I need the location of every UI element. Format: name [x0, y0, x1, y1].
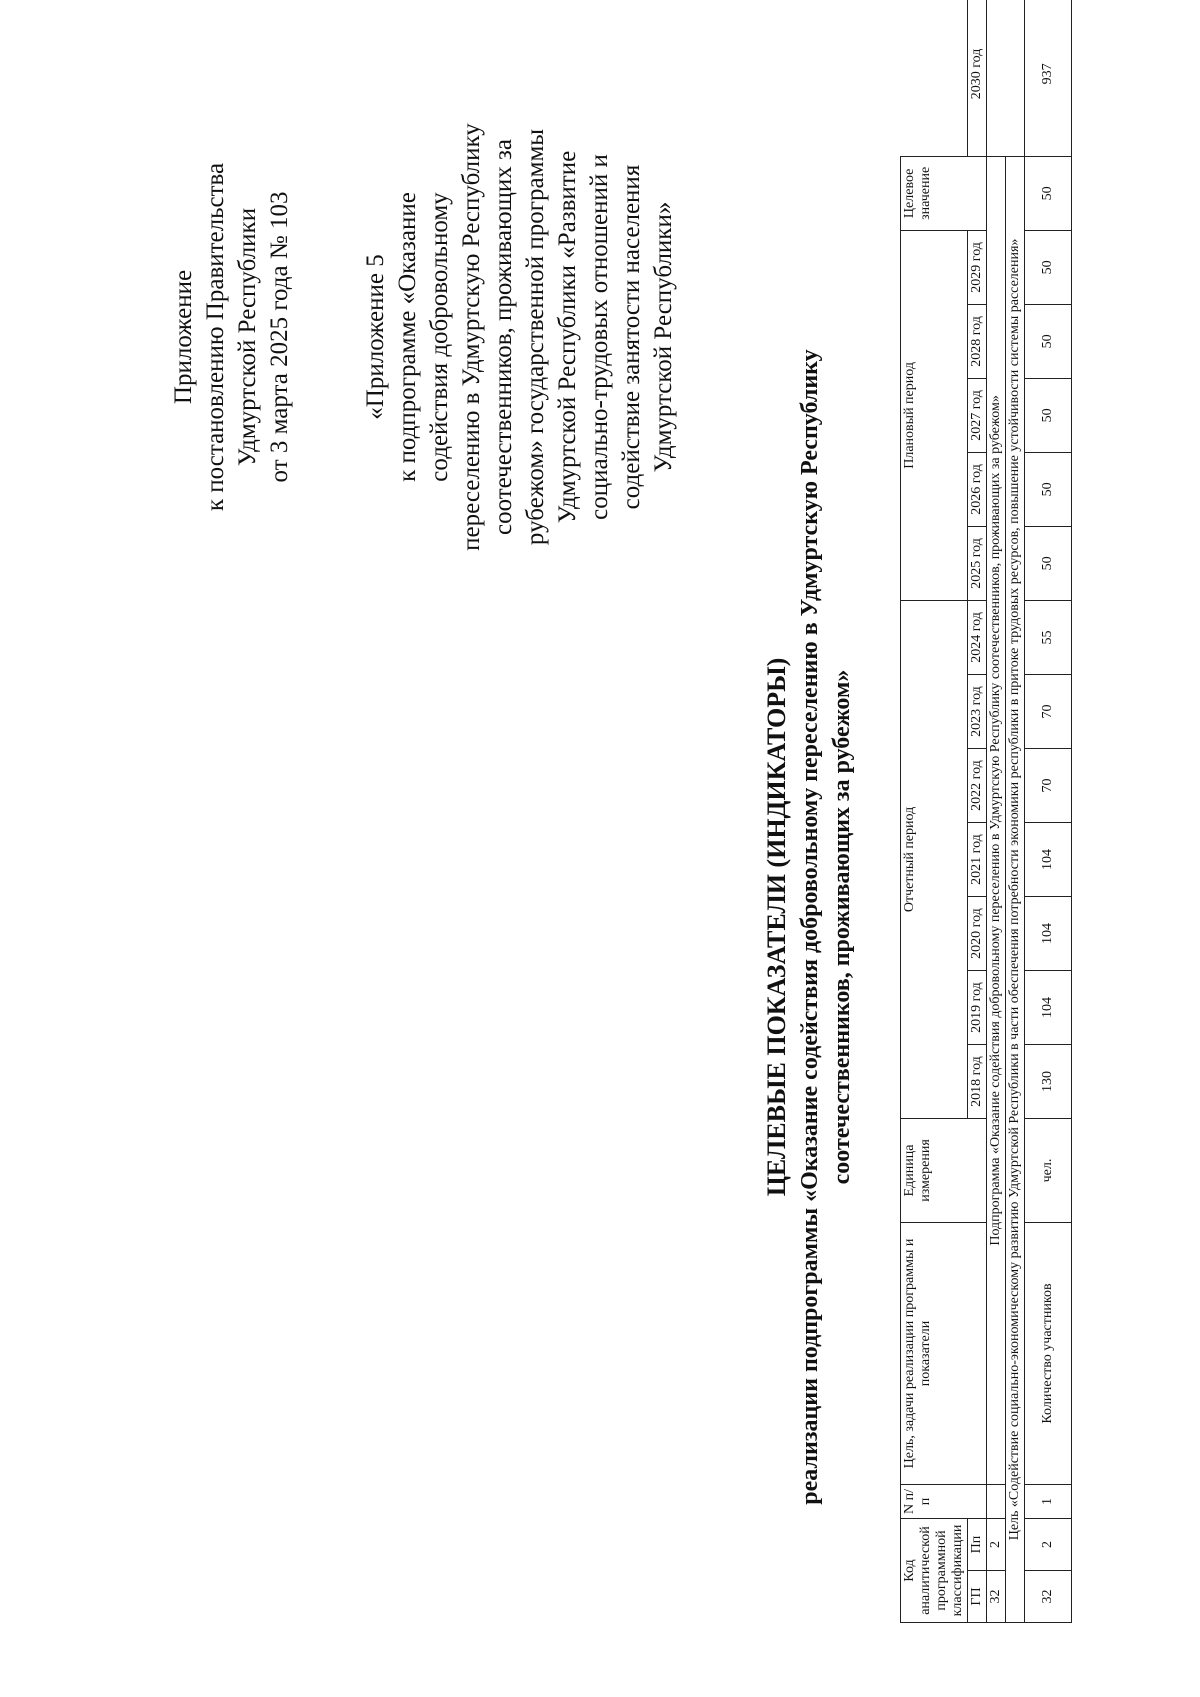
appendix-line: рубежом» государственной программы [522, 128, 549, 546]
gp-header: ГП [968, 1571, 987, 1623]
year-header: 2022 год [968, 749, 987, 823]
year-header: 2025 год [968, 526, 987, 600]
row-gp: 32 [1025, 1571, 1072, 1623]
row-value: 104 [1025, 971, 1072, 1045]
approval-line: от 3 марта 2025 года № 103 [266, 191, 293, 483]
row-value: 50 [1025, 452, 1072, 526]
reported-period-header: Отчетный период [901, 600, 968, 1118]
year-header: 2024 год [968, 600, 987, 674]
goal-row [1006, 0, 1025, 1623]
year-header: 2026 год [968, 452, 987, 526]
row-value: 70 [1025, 749, 1072, 823]
year-header: 2021 год [968, 823, 987, 897]
subprogram-pp: 2 [987, 1519, 1006, 1571]
row-value: 104 [1025, 897, 1072, 971]
header-row [901, 0, 968, 1623]
approval-line: к постановлению Правительства [202, 162, 229, 512]
subprogram-empty-cell [987, 1485, 1006, 1519]
year-header: 2018 год [968, 1045, 987, 1119]
row-number: 1 [1025, 1485, 1072, 1519]
appendix-line: социально-трудовых отношений и [586, 154, 613, 520]
appendix-line: к подпрограмме «Оказание [394, 192, 421, 482]
appendix-line: соотечественников, проживающих за [490, 138, 517, 536]
appendix-block [360, 87, 680, 587]
goal-text: Цель «Содействие социально-экономическому развитию Удмуртской Республики в части обеспечения потребности экономики республики в притоке трудовых ресурсов, повышение устойчивости системы расселения» [1006, 156, 1025, 1622]
subprogram-row [987, 0, 1006, 1623]
target-header: Целевое значение [901, 156, 987, 230]
year-header: 2028 год [968, 304, 987, 378]
appendix-line: содействия добровольному [426, 192, 453, 482]
row-value: 70 [1025, 675, 1072, 749]
approval-line: Приложение [170, 269, 197, 405]
pp-header: Пп [968, 1519, 987, 1571]
row-value: 104 [1025, 823, 1072, 897]
title-subtitle-line: реализации подпрограммы «Оказание содействия добровольному переселению в Удмуртскую Республику [797, 349, 823, 1505]
planned-period-header: Плановый период [901, 230, 968, 600]
row-value: 130 [1025, 1045, 1072, 1119]
approval-block [168, 107, 296, 567]
year-header: 2020 год [968, 897, 987, 971]
row-unit: чел. [1025, 1119, 1072, 1223]
row-target: 937 [1025, 0, 1072, 156]
year-header: 2027 год [968, 378, 987, 452]
num-header: N п/п [901, 1485, 987, 1519]
appendix-line: Удмуртской Республики «Развитие [554, 150, 581, 524]
code-header: Код аналитической программной классификации [901, 1519, 968, 1623]
year-header: 2030 год [968, 0, 987, 156]
appendix-line: «Приложение 5 [362, 254, 389, 420]
appendix-line: содействие занятости населения [618, 164, 645, 510]
subprogram-gp: 32 [987, 1571, 1006, 1623]
row-value: 50 [1025, 156, 1072, 230]
appendix-line: Удмуртской Республики» [650, 201, 677, 473]
approval-line: Удмуртской Республики [234, 207, 261, 467]
year-header: 2019 год [968, 971, 987, 1045]
title-subtitle [794, 277, 858, 1577]
year-header: 2029 год [968, 230, 987, 304]
row-value: 55 [1025, 600, 1072, 674]
row-pp: 2 [1025, 1519, 1072, 1571]
subprogram-title: Подпрограмма «Оказание содействия добровольному переселению в Удмуртскую Республику соотечественников, проживающих за рубежом» [987, 156, 1006, 1484]
row-value: 50 [1025, 378, 1072, 452]
row-indicator-name: Количество участников [1025, 1223, 1072, 1485]
table-row [1025, 0, 1072, 1623]
goal-header: Цель, задачи реализации программы и показатели [901, 1223, 987, 1485]
row-value: 50 [1025, 230, 1072, 304]
appendix-line: переселению в Удмуртскую Республику [458, 123, 485, 551]
title-main: ЦЕЛЕВЫЕ ПОКАЗАТЕЛИ (ИНДИКАТОРЫ) [762, 657, 791, 1197]
row-value: 50 [1025, 526, 1072, 600]
row-value: 50 [1025, 304, 1072, 378]
year-header: 2023 год [968, 675, 987, 749]
document-title [760, 277, 858, 1577]
unit-header: Единица измерения [901, 1119, 987, 1223]
indicators-table [900, 0, 1072, 1623]
title-subtitle-line: соотечественников, проживающих за рубежом» [829, 669, 855, 1185]
